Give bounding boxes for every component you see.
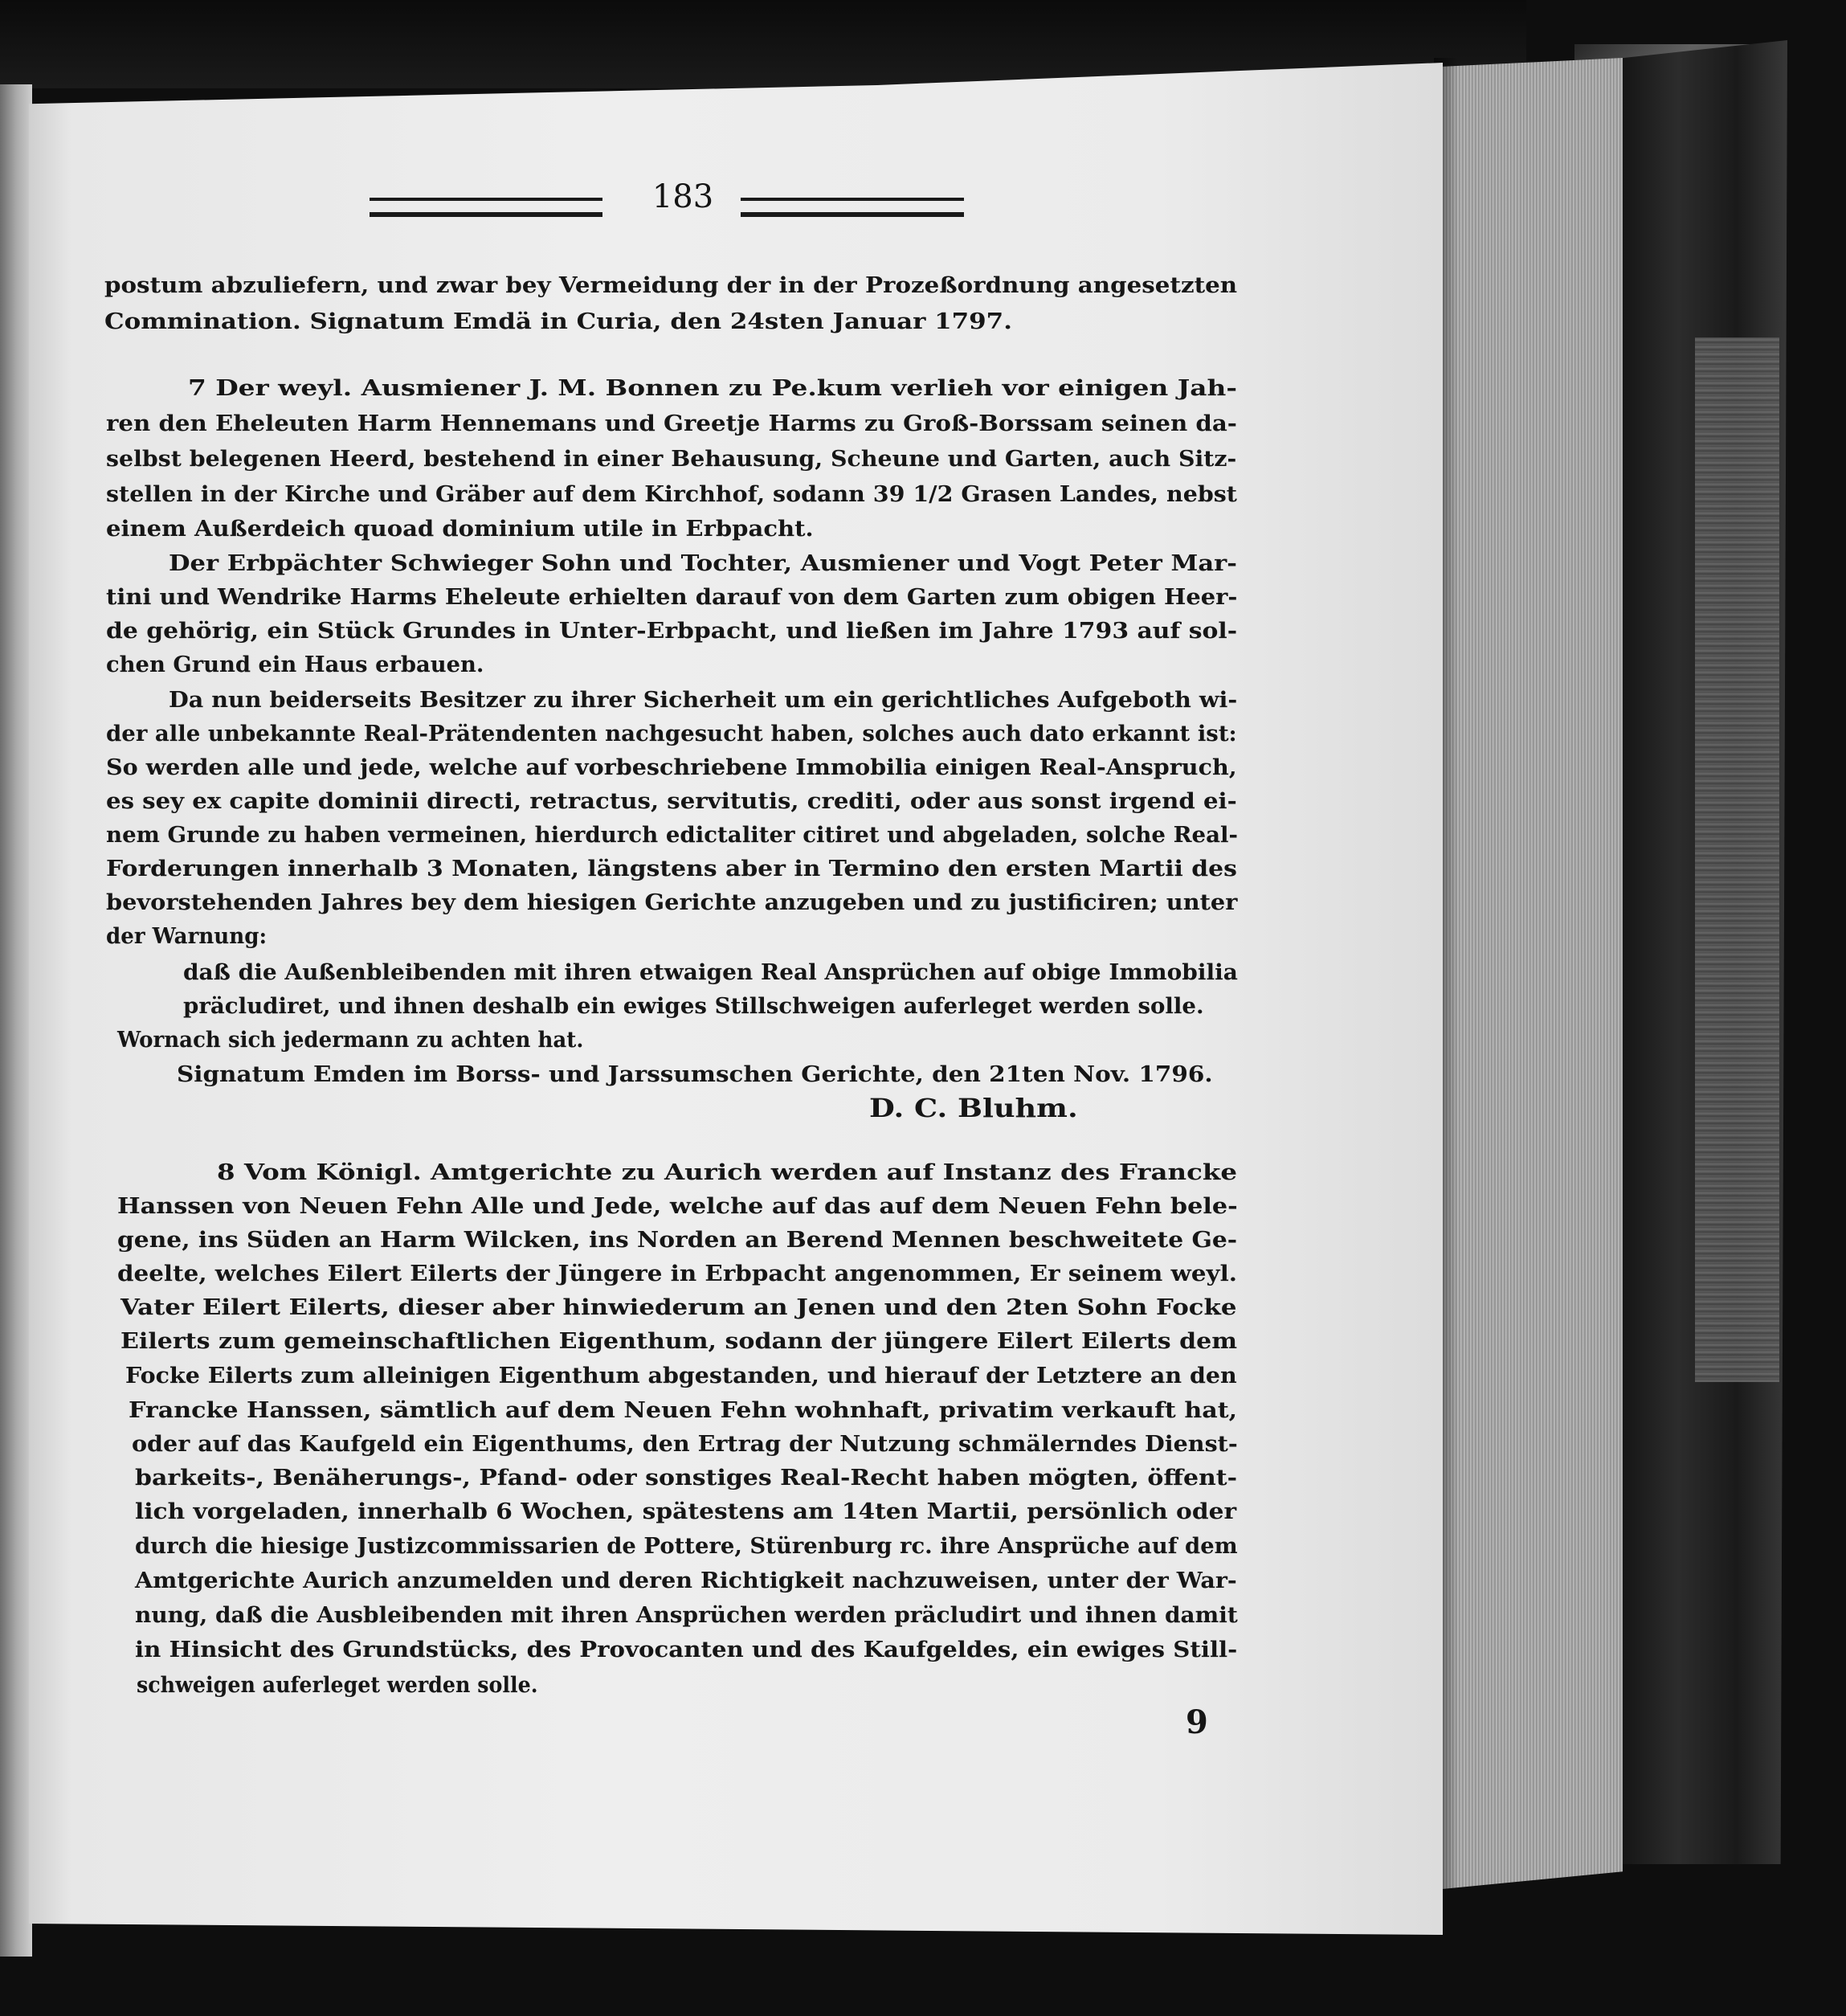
text-line: Der Erbpächter Schwieger Sohn und Tochter, Ausmiener und Vogt Peter Mar- [169, 551, 1237, 576]
text-line: Signatum Emden im Borss- und Jarssumschen Gerichte, den 21ten Nov. 1796. [177, 1062, 1213, 1087]
text-line: Hanssen von Neuen Fehn Alle und Jede, welche auf das auf dem Neuen Fehn bele- [117, 1194, 1238, 1219]
text-line: durch die hiesige Justizcommissarien de Pottere, Stürenburg rc. ihre Ansprüche auf dem [135, 1534, 1238, 1559]
signatory-name: D. C. Bluhm. [869, 1093, 1078, 1123]
text-line: stellen in der Kirche und Gräber auf dem Kirchhof, sodann 39 1/2 Grasen Landes, nebst [106, 482, 1237, 507]
text-line: tini und Wendrike Harms Eheleute erhielten darauf von dem Garten zum obigen Heer- [106, 585, 1238, 610]
header-rule-left [370, 198, 602, 217]
text-line: postum abzuliefern, und zwar bey Vermeidung der in der Prozeßordnung angesetzten [104, 273, 1238, 298]
text-line: deelte, welches Eilert Eilerts der Jüngere in Erbpacht angenommen, Er seinem weyl. [117, 1262, 1237, 1286]
text-line: Vater Eilert Eilerts, dieser aber hinwiederum an Jenen und den 2ten Sohn Focke [120, 1295, 1237, 1320]
text-line: einem Außerdeich quoad dominium utile in Erbpacht. [106, 517, 814, 542]
text-line: der alle unbekannte Real-Prätendenten nachgesucht haben, solches auch dato erkannt ist: [106, 722, 1237, 746]
text-line: 8 Vom Königl. Amtgerichte zu Aurich werden auf Instanz des Francke [217, 1160, 1238, 1185]
text-line: Forderungen innerhalb 3 Monaten, längstens aber in Termino den ersten Martii des [106, 857, 1237, 881]
text-line: bevorstehenden Jahres bey dem hiesigen Gerichte anzugeben und zu justificiren; unter [106, 890, 1238, 915]
text-line: Wornach sich jedermann zu achten hat. [117, 1028, 584, 1053]
header-rule-right [741, 198, 964, 217]
text-line: Eilerts zum gemeinschaftlichen Eigenthum, sodann der jüngere Eilert Eilerts dem [120, 1329, 1238, 1354]
signature-mark: 9 [1186, 1703, 1208, 1741]
text-line: lich vorgeladen, innerhalb 6 Wochen, spätestens am 14ten Martii, persönlich oder [135, 1499, 1237, 1524]
text-line: 7 Der weyl. Ausmiener J. M. Bonnen zu Pe.kum verlieh vor einigen Jah- [188, 376, 1237, 401]
text-line: der Warnung: [106, 924, 268, 949]
text-line: de gehörig, ein Stück Grundes in Unter-Erbpacht, und ließen im Jahre 1793 auf sol- [106, 619, 1238, 644]
text-line: oder auf das Kaufgeld ein Eigenthums, den Ertrag der Nutzung schmälerndes Dienst- [132, 1432, 1238, 1457]
text-line: nem Grunde zu haben vermeinen, hierdurch edictaliter citiret und abgeladen, solche Real- [106, 823, 1238, 848]
page-number: 183 [651, 178, 714, 215]
text-line: Francke Hanssen, sämtlich auf dem Neuen Fehn wohnhaft, privatim verkauft hat, [129, 1398, 1238, 1423]
text-line: barkeits-, Benäherungs-, Pfand- oder sonstiges Real-Recht haben mögten, öffent- [135, 1466, 1238, 1491]
text-line: selbst belegenen Heerd, bestehend in einer Behausung, Scheune und Garten, auch Sitz- [106, 447, 1237, 472]
text-line: schweigen auferleget werden solle. [137, 1673, 538, 1698]
text-line: chen Grund ein Haus erbauen. [106, 652, 484, 677]
page-stack [1434, 58, 1623, 1890]
text-line: Amtgerichte Aurich anzumelden und deren Richtigkeit nachzuweisen, unter der War- [135, 1568, 1237, 1593]
text-line: gene, ins Süden an Harm Wilcken, ins Norden an Berend Mennen beschweitete Ge- [117, 1228, 1238, 1253]
text-line: in Hinsicht des Grundstücks, des Provocanten und des Kaufgeldes, ein ewiges Still- [135, 1638, 1238, 1662]
facing-page-edge [0, 84, 32, 1957]
text-line: es sey ex capite dominii directi, retractus, servitutis, crediti, oder aus sonst irgend ei- [106, 789, 1237, 814]
text-line: ren den Eheleuten Harm Hennemans und Greetje Harms zu Groß-Borssam seinen da- [106, 411, 1237, 436]
text-line: daß die Außenbleibenden mit ihren etwaigen Real Ansprüchen auf obige Immobilia [183, 960, 1238, 985]
text-line: Commination. Signatum Emdä in Curia, den 24sten Januar 1797. [104, 309, 1012, 334]
cover-texture [1695, 337, 1779, 1382]
text-line: präcludiret, und ihnen deshalb ein ewiges Stillschweigen auferleget werden solle. [183, 994, 1204, 1019]
page-header [370, 178, 964, 227]
text-line: Focke Eilerts zum alleinigen Eigenthum abgestanden, und hierauf der Letztere an den [125, 1364, 1237, 1388]
text-line: nung, daß die Ausbleibenden mit ihren Ansprüchen werden präcludirt und ihnen damit [135, 1603, 1238, 1628]
text-line: Da nun beiderseits Besitzer zu ihrer Sicherheit um ein gerichtliches Aufgeboth wi- [169, 688, 1238, 713]
text-line: So werden alle und jede, welche auf vorbeschriebene Immobilia einigen Real-Anspruch, [106, 755, 1237, 780]
